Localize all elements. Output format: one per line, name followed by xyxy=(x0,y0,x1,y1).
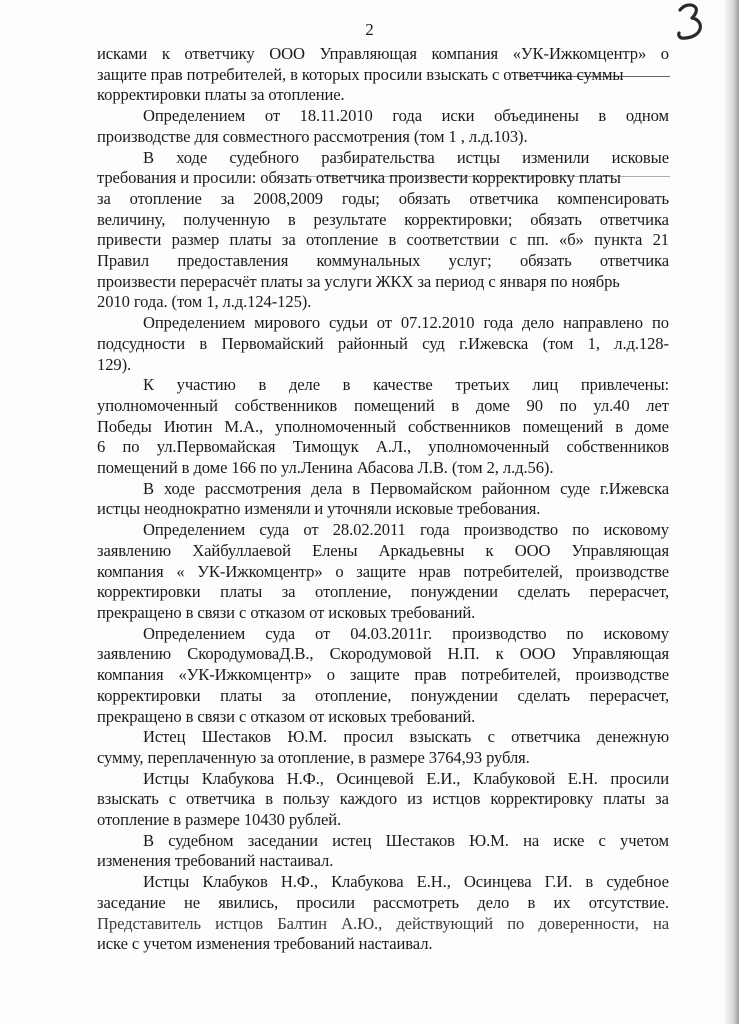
word: привести xyxy=(97,230,162,250)
word: 07.12.2010 xyxy=(400,313,475,333)
word: Определением xyxy=(143,313,246,333)
text-line xyxy=(97,417,669,438)
word: судебное xyxy=(606,872,669,892)
word: разбирательства xyxy=(321,147,435,167)
word: корректировки; xyxy=(404,209,513,229)
word: к xyxy=(495,644,504,664)
word: 1, xyxy=(587,333,600,353)
word: в xyxy=(585,872,594,892)
text-line xyxy=(97,686,669,707)
word: Управляющая xyxy=(571,644,669,664)
word: компенсировать xyxy=(557,188,669,208)
word: рассмотреть xyxy=(373,892,459,912)
word: перерасчет, xyxy=(589,685,669,705)
word: в xyxy=(258,375,267,395)
word: денежную xyxy=(596,727,669,747)
text-line xyxy=(97,914,669,935)
text-line xyxy=(97,520,669,541)
word: на xyxy=(523,830,540,850)
word: отопление, xyxy=(315,582,392,602)
word: в xyxy=(352,478,360,498)
word: их xyxy=(553,892,571,912)
word: Клабукова xyxy=(201,768,275,788)
word: о xyxy=(326,665,335,685)
word: Истец xyxy=(143,727,186,747)
word: лет xyxy=(646,395,669,415)
word: истцы xyxy=(456,147,500,167)
word: одном xyxy=(625,106,669,126)
word: доверенности, xyxy=(538,913,639,933)
word: собственников xyxy=(566,437,669,457)
word: лиц xyxy=(532,375,559,395)
word: суде xyxy=(560,478,590,498)
word: Клабукова xyxy=(331,872,404,892)
text-line: защите прав потребителей, в которых просили взыскать с ответчика суммы xyxy=(97,64,624,84)
text-line: сумму, переплаченную за отопление, в размере 3764,93 рубля. xyxy=(97,747,530,767)
text-line: 2010 года. (том 1, л.д.124-125). xyxy=(97,292,312,312)
word: ответчика xyxy=(469,188,539,208)
word: Е.И., xyxy=(426,768,461,788)
text-line xyxy=(97,210,669,231)
word: Ю.М. xyxy=(287,727,328,747)
word: изменили xyxy=(522,147,590,167)
word: Хайбуллаевой xyxy=(192,540,291,560)
word: корректировку xyxy=(490,789,594,809)
word: М.А., xyxy=(224,416,264,436)
word: судебного xyxy=(229,147,299,167)
word: платы xyxy=(229,230,272,250)
word: В xyxy=(143,147,154,167)
word: Истцы xyxy=(143,768,190,788)
text-line xyxy=(97,230,669,251)
word: с xyxy=(598,830,606,850)
word: года xyxy=(483,313,514,333)
word: с xyxy=(168,789,176,809)
word: А.Ю., xyxy=(341,913,383,933)
word: за xyxy=(281,582,296,602)
word: соответствии xyxy=(406,230,500,250)
text-line: иске с учетом изменения требований настаивал. xyxy=(97,934,433,954)
word: в xyxy=(598,106,607,126)
word: Победы xyxy=(97,416,152,436)
word: СкородумоваД.В., xyxy=(187,644,314,664)
word: в xyxy=(451,395,460,415)
word: перерасчет, xyxy=(589,582,669,602)
word: «УК-Ижкомцентр» xyxy=(512,44,647,63)
text-line xyxy=(97,148,669,169)
word: явились, xyxy=(218,892,279,912)
word: К xyxy=(143,375,154,395)
word: ООО xyxy=(269,44,305,63)
word: компания xyxy=(97,561,164,581)
word: коммунальных xyxy=(316,251,421,271)
word: районный xyxy=(337,333,408,353)
word: помещений xyxy=(353,395,435,415)
word: Клабуковой xyxy=(472,768,556,788)
word: по xyxy=(507,913,525,933)
word: платы xyxy=(220,582,263,602)
word: услуг; xyxy=(448,251,492,271)
word: иски xyxy=(441,106,475,126)
word: года xyxy=(419,520,450,540)
word: Истцы xyxy=(143,872,190,892)
word: ответчика xyxy=(599,251,669,271)
word: Первомайском xyxy=(369,478,472,498)
text-line: 129). xyxy=(97,354,132,374)
word: Н.П. xyxy=(447,644,480,664)
word: в xyxy=(199,333,208,353)
word: А.Л., xyxy=(375,437,411,457)
word: в xyxy=(265,789,273,809)
word: ответчику xyxy=(184,44,255,63)
word: доме xyxy=(635,416,669,436)
text-line xyxy=(97,437,669,458)
word: за xyxy=(281,685,296,705)
word: привлечены: xyxy=(580,375,669,395)
text-line xyxy=(97,313,669,334)
word: обязать xyxy=(519,251,572,271)
text-line xyxy=(97,769,669,790)
word: Балтин xyxy=(277,913,327,933)
text-line xyxy=(97,831,669,852)
word: за xyxy=(220,188,235,208)
word: отопление xyxy=(129,188,202,208)
word: судебном xyxy=(168,830,234,850)
word: 6 xyxy=(97,437,106,457)
word: в xyxy=(615,416,623,436)
word: отсутствие. xyxy=(588,892,669,912)
word: отопление xyxy=(305,230,379,250)
word: платы xyxy=(603,789,646,809)
word: 2008,2009 xyxy=(253,188,323,208)
word: Правил xyxy=(97,251,150,271)
word: результате xyxy=(313,209,387,229)
word: потребителей, xyxy=(461,665,561,685)
word: пп. xyxy=(527,230,549,250)
word: от xyxy=(264,106,280,126)
text-line xyxy=(97,541,669,562)
word: в xyxy=(287,209,296,229)
text-line: прекращено в связи с отказом от исковых требований. xyxy=(97,706,476,726)
word: Осинцева xyxy=(463,872,532,892)
word: УК-Ижкомцентр» xyxy=(197,561,323,581)
word: Ю.М. xyxy=(469,830,509,850)
word: подсудности xyxy=(97,333,185,353)
word: нрав xyxy=(418,561,451,581)
word: « xyxy=(176,561,185,581)
word: заявлению xyxy=(97,540,172,560)
word: взыскать xyxy=(409,727,472,747)
word: г.Ижевска xyxy=(459,333,529,353)
word: производство xyxy=(452,623,547,643)
word: истцов xyxy=(432,789,481,809)
word: о xyxy=(660,44,669,63)
word: платы xyxy=(220,685,263,705)
word: компания xyxy=(97,665,164,685)
word: к xyxy=(485,540,494,560)
word: суд xyxy=(422,333,445,353)
word: Шестаков xyxy=(385,830,455,850)
word: от xyxy=(315,623,331,643)
word: действующий xyxy=(396,913,494,933)
text-line xyxy=(97,644,669,665)
word: обязать xyxy=(398,188,451,208)
word: учетом xyxy=(620,830,669,850)
word: деле xyxy=(288,375,320,395)
text-line xyxy=(97,872,669,893)
word: Иютин xyxy=(163,416,213,436)
text-line xyxy=(97,106,669,127)
word: пользу xyxy=(283,789,330,809)
document-body xyxy=(97,44,669,955)
word: обязать xyxy=(530,209,582,229)
word: Шестаков xyxy=(201,727,271,747)
word: л.д.128- xyxy=(614,333,669,353)
word: Аркадьевны xyxy=(378,540,465,560)
text-line xyxy=(97,562,669,583)
word: понуждении xyxy=(410,582,498,602)
word: предоставления xyxy=(177,251,289,271)
word: пункта xyxy=(594,230,643,250)
word: заседании xyxy=(247,830,318,850)
text-line: помещений в доме 166 по ул.Ленина Абасова Л.В. (том 2, л.д.56). xyxy=(97,458,554,478)
word: объединены xyxy=(494,106,579,126)
text-line xyxy=(97,582,669,603)
word: каждого xyxy=(339,789,398,809)
word: качестве xyxy=(373,375,433,395)
word: с xyxy=(487,727,495,747)
word: Тимощук xyxy=(292,437,359,457)
word: Г.И. xyxy=(544,872,573,892)
word: Представитель xyxy=(97,913,201,933)
word: размер xyxy=(171,230,220,250)
word: Определением xyxy=(143,623,246,643)
handwritten-page-mark xyxy=(674,2,708,44)
word: заседание xyxy=(97,892,166,912)
text-line xyxy=(97,893,669,914)
word: Определением xyxy=(143,520,246,540)
word: прав xyxy=(414,665,447,685)
word: в xyxy=(527,892,536,912)
word: Е.Н. xyxy=(567,768,598,788)
word: не xyxy=(183,892,200,912)
word: сделать xyxy=(517,685,571,705)
word: ответчика xyxy=(186,789,256,809)
word: по xyxy=(566,623,584,643)
word: производство xyxy=(463,520,559,540)
word: «УК-Ижкомцентр» xyxy=(178,665,312,685)
word: суда xyxy=(259,520,290,540)
word: величину, xyxy=(97,209,166,229)
word: исковому xyxy=(603,623,669,643)
text-line: производстве для совместного рассмотрения (том 1 , л.д.103). xyxy=(97,126,528,146)
word: доме xyxy=(475,395,510,415)
word: суда xyxy=(265,623,296,643)
text-line xyxy=(97,396,669,417)
word: Елены xyxy=(312,540,358,560)
word: взыскать xyxy=(97,789,159,809)
word: от xyxy=(376,313,392,333)
word: истец xyxy=(332,830,372,850)
word: 04.03.2011г. xyxy=(350,623,433,643)
word: производстве xyxy=(575,561,669,581)
word: по xyxy=(572,520,590,540)
scan-shadow-edge xyxy=(725,0,739,1024)
word: в xyxy=(388,230,397,250)
word: исковые xyxy=(611,147,669,167)
word: направлено xyxy=(563,313,644,333)
word: к xyxy=(161,44,170,63)
word: по xyxy=(559,395,577,415)
text-line xyxy=(97,624,669,645)
word: ответчика xyxy=(511,727,581,747)
word: о xyxy=(335,561,344,581)
word: за xyxy=(655,789,669,809)
word: рассмотрения xyxy=(204,478,302,498)
word: от xyxy=(303,520,319,540)
word: 90 xyxy=(526,395,543,415)
word: защите xyxy=(356,561,406,581)
text-line: прекращено в связи с отказом от исковых требований. xyxy=(97,602,476,622)
text-line xyxy=(97,479,669,500)
word: по xyxy=(122,437,140,457)
word: ответчика xyxy=(599,209,669,229)
text-line xyxy=(97,44,669,65)
word: Осинцевой xyxy=(336,768,414,788)
word: участию xyxy=(176,375,236,395)
word: полученную xyxy=(183,209,270,229)
word: потребителей, xyxy=(463,561,563,581)
word: собственников xyxy=(234,395,338,415)
word: ходе xyxy=(163,478,195,498)
word: ул.40 xyxy=(593,395,630,415)
word: корректировки xyxy=(97,582,201,602)
word: дело xyxy=(477,892,510,912)
word: районном xyxy=(481,478,551,498)
word: Е.Н., xyxy=(416,872,451,892)
word: ул.Первомайская xyxy=(156,437,276,457)
text-line xyxy=(97,189,669,210)
word: года xyxy=(392,106,422,126)
word: уполномоченный xyxy=(275,416,396,436)
text-line: корректировки платы за отопление. xyxy=(97,85,345,105)
word: помещений xyxy=(522,416,604,436)
word: Н.Ф., xyxy=(286,768,324,788)
word: за xyxy=(97,188,111,208)
word: дела xyxy=(311,478,343,498)
word: ходе xyxy=(176,147,208,167)
word: по xyxy=(651,313,669,333)
text-line xyxy=(97,375,669,396)
word: защите xyxy=(349,665,400,685)
text-line xyxy=(97,334,669,355)
word: мирового xyxy=(254,313,321,333)
word: (том xyxy=(542,333,574,353)
word: производстве xyxy=(575,665,669,685)
word: В xyxy=(143,478,154,498)
word: «б» xyxy=(559,230,584,250)
word: Скородумовой xyxy=(329,644,432,664)
word: исками xyxy=(97,44,148,63)
page-number: 2 xyxy=(365,20,374,39)
word: Управляющая xyxy=(571,540,669,560)
word: в xyxy=(342,375,351,395)
text-line xyxy=(97,251,669,272)
word: за xyxy=(281,230,296,250)
word: просили xyxy=(296,892,355,912)
word: корректировки xyxy=(97,685,201,705)
word: Клабуков xyxy=(202,872,268,892)
word: просили xyxy=(610,768,669,788)
word: истцов xyxy=(215,913,264,933)
text-line: требования и просили: обязать ответчика произвести корректировку платы xyxy=(97,168,621,188)
word: с xyxy=(509,230,517,250)
word: отопление, xyxy=(315,685,392,705)
word: В xyxy=(143,830,154,850)
text-line: изменения требований настаивал. xyxy=(97,851,334,871)
word: уполномоченный xyxy=(97,395,218,415)
word: 21 xyxy=(652,230,669,250)
word: компания xyxy=(431,44,499,63)
word: г.Ижевска xyxy=(599,478,669,498)
text-line xyxy=(97,727,669,748)
word: 18.11.2010 xyxy=(299,106,373,126)
word: Первомайский xyxy=(221,333,324,353)
word: годы; xyxy=(341,188,380,208)
word: Определением xyxy=(143,106,246,126)
word: собственников xyxy=(408,416,511,436)
word: Управляющая xyxy=(319,44,417,63)
word: иске xyxy=(553,830,585,850)
word: судьи xyxy=(328,313,368,333)
word: третьих xyxy=(455,375,510,395)
word: на xyxy=(652,913,669,933)
word: заявлению xyxy=(97,644,172,664)
word: ООО xyxy=(519,644,556,664)
text-line: произвести перерасчёт платы за услуги ЖКХ за период с января по ноябрь xyxy=(97,271,620,291)
word: Н.Ф., xyxy=(280,872,318,892)
word: дело xyxy=(522,313,555,333)
word: из xyxy=(407,789,423,809)
word: исковому xyxy=(603,520,669,540)
word: уполномоченный xyxy=(428,437,550,457)
word: 28.02.2011 xyxy=(332,520,406,540)
text-line: отопление в размере 10430 рублей. xyxy=(97,810,342,830)
text-line: истцы неоднократно изменяли и уточняли исковые требования. xyxy=(97,499,541,519)
word: понуждении xyxy=(410,685,498,705)
text-line xyxy=(97,665,669,686)
text-line xyxy=(97,789,669,810)
word: сделать xyxy=(517,582,571,602)
word: просил xyxy=(343,727,394,747)
word: ООО xyxy=(514,540,551,560)
